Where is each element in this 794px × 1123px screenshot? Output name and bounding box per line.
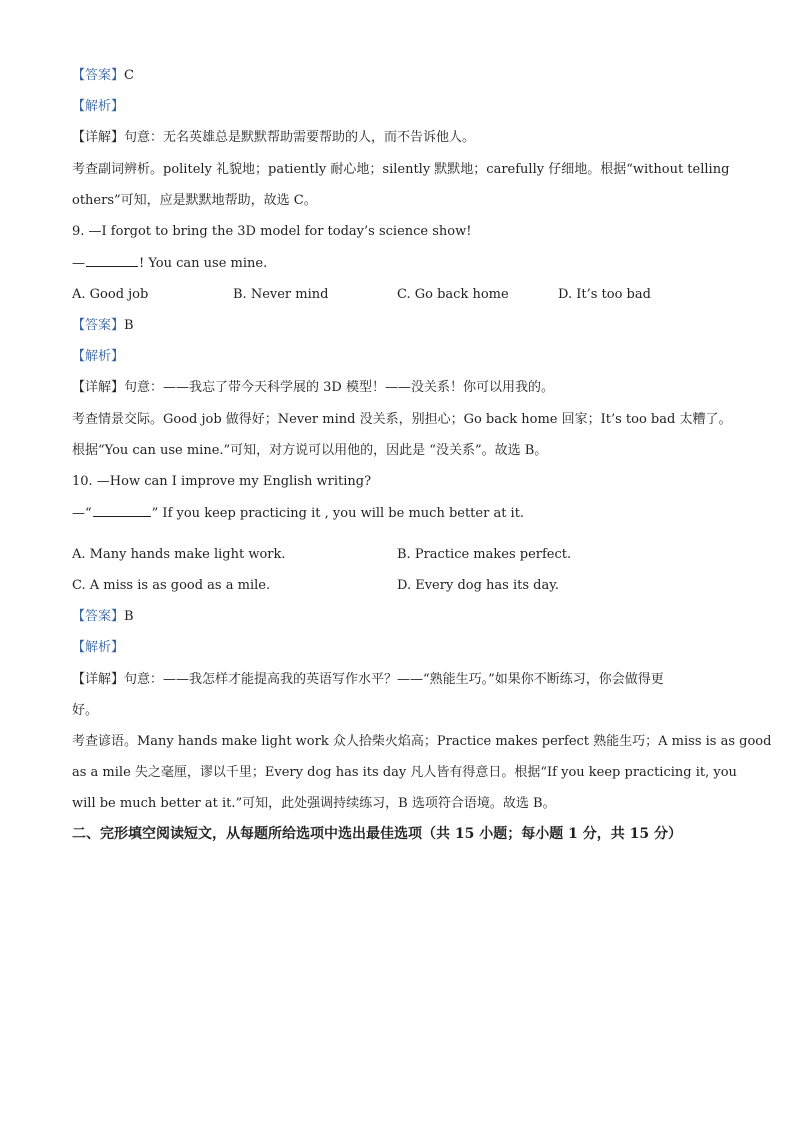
answer-tag: 【答案】 <box>72 609 125 624</box>
detail-tag: 【详解】 <box>72 672 125 687</box>
q9-analysis-line <box>72 348 124 366</box>
q10-reply <box>72 504 524 523</box>
q10-analysis-line <box>72 639 124 657</box>
answer-blank <box>93 504 151 517</box>
analysis-tag: 【解析】 <box>72 640 125 655</box>
reply-suffix: ! You can use mine. <box>139 256 268 271</box>
option-c: C. A miss is as good as a mile. <box>72 578 271 593</box>
detail-tag: 【详解】 <box>72 380 125 395</box>
section-heading: 二、完形填空阅读短文，从每题所给选项中选出最佳选项（共 15 小题；每小题 1 分，共 15 分） <box>72 826 682 842</box>
reply-prefix: — <box>72 256 85 271</box>
q8-analysis-line <box>72 98 124 116</box>
option-a: A. Many hands make light work. <box>72 547 286 562</box>
q9-detail-line-3: 根据“You can use mine.”可知，对方说可以用他的，因此是 “没关系”。故选 B。 <box>72 443 548 458</box>
q9-stem: 9. —I forgot to bring the 3D model for today’s science show! <box>72 224 472 239</box>
detail-text: 句意：无名英雄总是默默帮助需要帮助的人，而不告诉他人。 <box>124 130 476 145</box>
option-b: B. Never mind <box>233 287 329 302</box>
q10-detail-line-4: will be much better at it.”可知，此处强调持续练习，B 选项符合语境。故选 B。 <box>72 796 556 811</box>
q8-answer-line <box>72 67 134 85</box>
detail-tag: 【详解】 <box>72 130 125 145</box>
q10-options-row-2 <box>72 577 732 595</box>
q10-detail-line-2: 考查谚语。Many hands make light work 众人拾柴火焰高；Practice makes perfect 熟能生巧；A miss is as good <box>72 734 772 749</box>
q9-answer-line <box>72 317 134 335</box>
analysis-tag: 【解析】 <box>72 349 125 364</box>
option-d: D. It’s too bad <box>558 287 651 302</box>
option-c: C. Go back home <box>397 287 509 302</box>
answer-tag: 【答案】 <box>72 318 125 333</box>
q9-options <box>72 286 732 304</box>
option-a: A. Good job <box>72 287 149 302</box>
detail-text: 句意：——我忘了带今天科学展的 3D 模型！——没关系！你可以用我的。 <box>124 380 554 395</box>
answer-value: B <box>124 609 134 624</box>
answer-value: C <box>124 68 134 83</box>
q9-detail-line-1 <box>72 379 554 397</box>
q9-reply <box>72 254 267 273</box>
q8-detail-line-1 <box>72 129 475 147</box>
answer-blank <box>86 254 138 267</box>
q10-detail-line-3: as a mile 失之毫厘，谬以千里；Every dog has its day 凡人皆有得意日。根据“If you keep practicing it, you <box>72 765 737 780</box>
q10-answer-line <box>72 608 134 626</box>
answer-tag: 【答案】 <box>72 68 125 83</box>
detail-text: 句意：——我怎样才能提高我的英语写作水平？——“熟能生巧。”如果你不断练习，你会做得更 <box>124 672 664 687</box>
answer-value: B <box>124 318 134 333</box>
q10-options-row-1 <box>72 546 732 564</box>
option-b: B. Practice makes perfect. <box>397 547 572 562</box>
option-d: D. Every dog has its day. <box>397 578 559 593</box>
reply-prefix: —“ <box>72 506 92 521</box>
reply-suffix: ” If you keep practicing it , you will be much better at it. <box>151 506 525 521</box>
q10-stem: 10. —How can I improve my English writing? <box>72 474 372 489</box>
analysis-tag: 【解析】 <box>72 99 125 114</box>
q10-detail-line-1 <box>72 671 664 689</box>
q8-detail-line-2: 考查副词辨析。politely 礼貌地；patiently 耐心地；silently 默默地；carefully 仔细地。根据“without telling <box>72 162 730 177</box>
q10-detail-line-1b: 好。 <box>72 703 99 718</box>
q9-detail-line-2: 考查情景交际。Good job 做得好；Never mind 没关系，别担心；Go back home 回家；It’s too bad 太糟了。 <box>72 412 732 427</box>
q8-detail-line-3: others”可知，应是默默地帮助，故选 C。 <box>72 193 317 208</box>
